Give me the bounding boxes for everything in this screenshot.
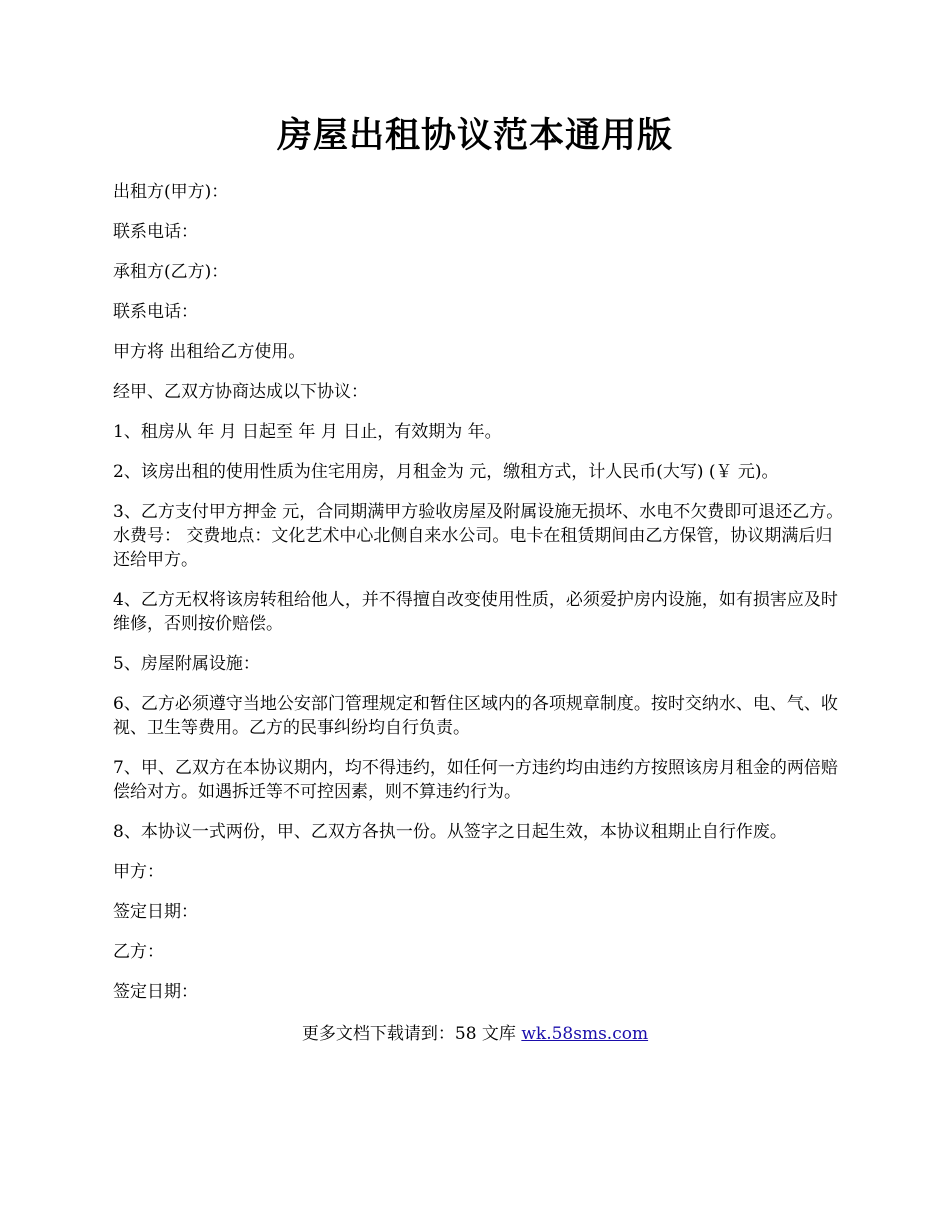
- paragraph-lessee-phone: 联系电话：: [113, 302, 198, 322]
- signature-party-a: 甲方：: [113, 862, 164, 882]
- signature-party-b: 乙方：: [113, 942, 164, 962]
- document-body: [113, 180, 845, 1020]
- paragraph-lease-statement: 甲方将 出租给乙方使用。: [113, 342, 306, 362]
- signature-date-a: 签定日期：: [113, 902, 198, 922]
- footer: [0, 1022, 950, 1046]
- clause-8: 8、本协议一式两份，甲、乙双方各执一份。从签字之日起生效，本协议租期止自行作废。: [113, 822, 787, 842]
- paragraph-lessee: 承租方(乙方)：: [113, 262, 229, 282]
- footer-link[interactable]: wk.58sms.com: [521, 1024, 649, 1044]
- signature-date-b: 签定日期：: [113, 982, 198, 1002]
- clause-3: 3、乙方支付甲方押金 元，合同期满甲方验收房屋及附属设施无损坏、水电不欠费即可退还乙方。水费号： 交费地点：文化艺术中心北侧自来水公司。电卡在租赁期间由乙方保管，协议期满后归还给甲方。: [113, 502, 844, 570]
- paragraph-agreement-intro: 经甲、乙双方协商达成以下协议：: [113, 382, 368, 402]
- clause-6: 6、乙方必须遵守当地公安部门管理规定和暂住区域内的各项规章制度。按时交纳水、电、气、收视、卫生等费用。乙方的民事纠纷均自行负责。: [113, 694, 838, 738]
- clause-5: 5、房屋附属设施：: [113, 654, 260, 674]
- clause-7: 7、甲、乙双方在本协议期内，均不得违约，如任何一方违约均由违约方按照该房月租金的两倍赔偿给对方。如遇拆迁等不可控因素，则不算违约行为。: [113, 758, 838, 802]
- clause-4: 4、乙方无权将该房转租给他人，并不得擅自改变使用性质，必须爱护房内设施，如有损害应及时维修，否则按价赔偿。: [113, 590, 838, 634]
- footer-text: 更多文档下载请到：58 文库: [301, 1024, 522, 1044]
- clause-2: 2、该房出租的使用性质为住宅用房，月租金为 元，缴租方式，计人民币(大写) (￥ 元)。: [113, 462, 779, 482]
- clause-1: 1、租房从 年 月 日起至 年 月 日止，有效期为 年。: [113, 422, 502, 442]
- document-title: 房屋出租协议范本通用版: [276, 115, 673, 156]
- paragraph-lessor: 出租方(甲方)：: [113, 182, 229, 202]
- paragraph-lessor-phone: 联系电话：: [113, 222, 198, 242]
